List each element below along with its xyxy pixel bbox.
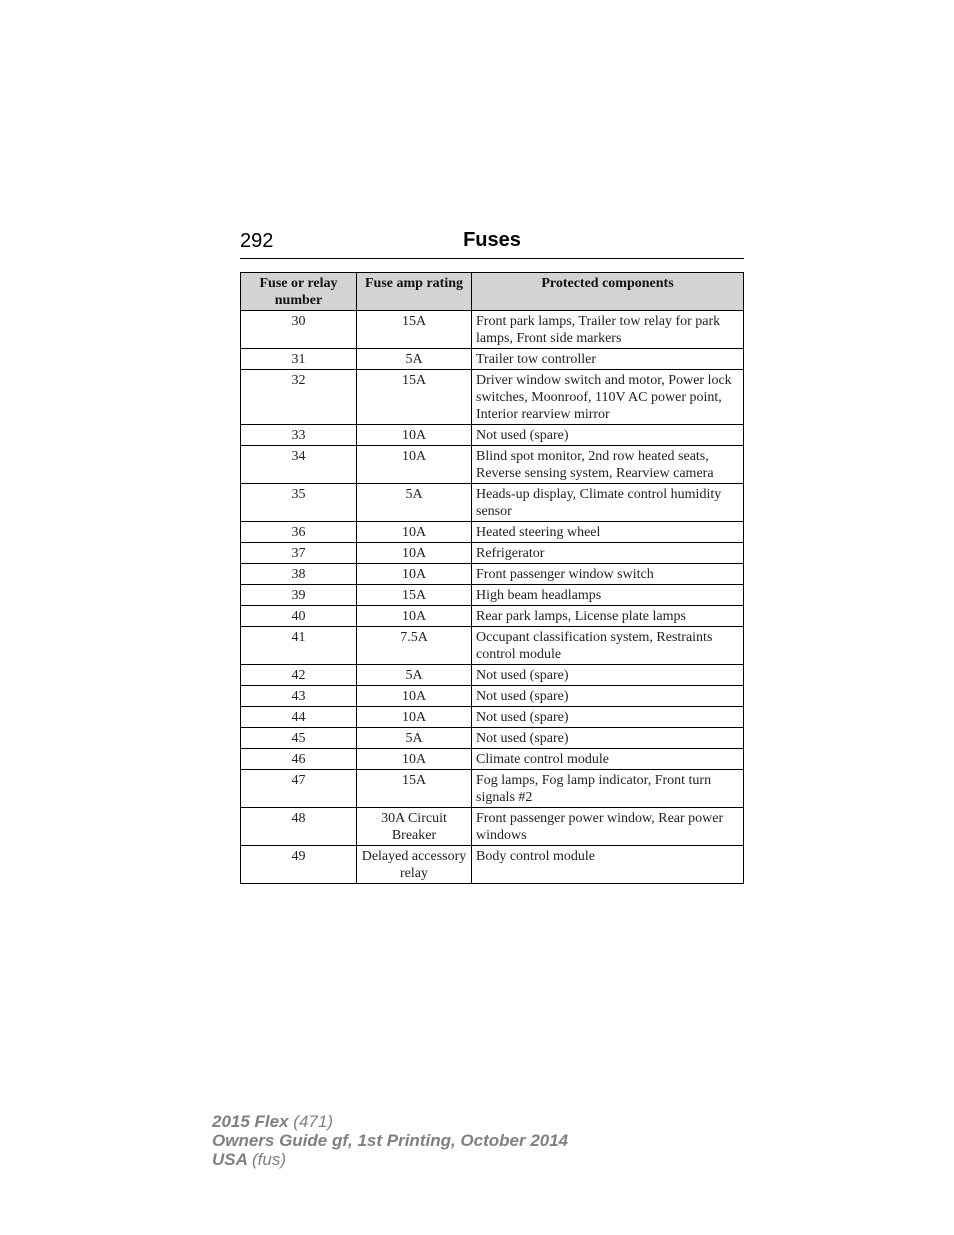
protected-components-cell: Not used (spare): [472, 665, 744, 686]
table-row: [241, 564, 744, 585]
footer-market-line: [212, 1150, 568, 1169]
footer-model-code: (471): [293, 1112, 333, 1131]
protected-components-cell: Refrigerator: [472, 543, 744, 564]
protected-components-cell: Driver window switch and motor, Power lock switches, Moonroof, 110V AC power point, Interior rearview mirror: [472, 370, 744, 425]
fuse-number-cell: 32: [241, 370, 357, 425]
fuse-number-cell: 42: [241, 665, 357, 686]
page-header: [240, 228, 744, 259]
fuse-number-cell: 45: [241, 728, 357, 749]
protected-components-cell: Front passenger window switch: [472, 564, 744, 585]
protected-components-cell: Climate control module: [472, 749, 744, 770]
protected-components-cell: Not used (spare): [472, 425, 744, 446]
protected-components-cell: Front passenger power window, Rear power windows: [472, 808, 744, 846]
table-row: [241, 686, 744, 707]
table-row: [241, 370, 744, 425]
fuse-number-cell: 37: [241, 543, 357, 564]
fuse-number-cell: 31: [241, 349, 357, 370]
fuse-number-cell: 38: [241, 564, 357, 585]
fuse-number-cell: 39: [241, 585, 357, 606]
amp-rating-cell: 10A: [357, 543, 472, 564]
amp-rating-cell: 5A: [357, 484, 472, 522]
amp-rating-cell: 10A: [357, 564, 472, 585]
protected-components-cell: Trailer tow controller: [472, 349, 744, 370]
fuse-number-cell: 30: [241, 311, 357, 349]
page-footer: [212, 1112, 568, 1169]
footer-market-code: (fus): [252, 1150, 286, 1169]
table-row: [241, 627, 744, 665]
table-row: [241, 770, 744, 808]
amp-rating-cell: 15A: [357, 311, 472, 349]
table-row: [241, 446, 744, 484]
table-row: [241, 425, 744, 446]
protected-components-cell: High beam headlamps: [472, 585, 744, 606]
amp-rating-cell: 7.5A: [357, 627, 472, 665]
protected-components-cell: Fog lamps, Fog lamp indicator, Front turn signals #2: [472, 770, 744, 808]
fuse-number-cell: 49: [241, 846, 357, 884]
amp-rating-cell: 30A Circuit Breaker: [357, 808, 472, 846]
table-row: [241, 728, 744, 749]
amp-rating-cell: 5A: [357, 728, 472, 749]
amp-rating-cell: 10A: [357, 606, 472, 627]
column-header-protected-components: Protected components: [472, 273, 744, 311]
protected-components-cell: Not used (spare): [472, 686, 744, 707]
column-header-fuse-number: Fuse or relay number: [241, 273, 357, 311]
column-header-amp-rating: Fuse amp rating: [357, 273, 472, 311]
table-row: [241, 707, 744, 728]
table-row: [241, 543, 744, 564]
fuse-number-cell: 47: [241, 770, 357, 808]
footer-model-line: [212, 1112, 568, 1131]
table-row: [241, 846, 744, 884]
protected-components-cell: Body control module: [472, 846, 744, 884]
amp-rating-cell: 15A: [357, 770, 472, 808]
protected-components-cell: Blind spot monitor, 2nd row heated seats, Reverse sensing system, Rearview camera: [472, 446, 744, 484]
fuse-number-cell: 48: [241, 808, 357, 846]
amp-rating-cell: 10A: [357, 707, 472, 728]
protected-components-cell: Occupant classification system, Restraints control module: [472, 627, 744, 665]
protected-components-cell: Heated steering wheel: [472, 522, 744, 543]
table-row: [241, 349, 744, 370]
fuse-number-cell: 34: [241, 446, 357, 484]
fuse-number-cell: 36: [241, 522, 357, 543]
table-row: [241, 749, 744, 770]
section-title: Fuses: [463, 229, 521, 251]
amp-rating-cell: 5A: [357, 349, 472, 370]
amp-rating-cell: 15A: [357, 370, 472, 425]
fuse-number-cell: 43: [241, 686, 357, 707]
footer-guide: Owners Guide gf, 1st Printing, October 2014: [212, 1131, 569, 1150]
fuse-number-cell: 46: [241, 749, 357, 770]
fuse-number-cell: 35: [241, 484, 357, 522]
table-row: [241, 665, 744, 686]
table-row: [241, 311, 744, 349]
amp-rating-cell: 10A: [357, 686, 472, 707]
amp-rating-cell: 10A: [357, 446, 472, 484]
table-row: [241, 808, 744, 846]
protected-components-cell: Rear park lamps, License plate lamps: [472, 606, 744, 627]
table-header-row: [241, 273, 744, 311]
table-row: [241, 522, 744, 543]
protected-components-cell: Not used (spare): [472, 707, 744, 728]
amp-rating-cell: 10A: [357, 749, 472, 770]
protected-components-cell: Not used (spare): [472, 728, 744, 749]
amp-rating-cell: 15A: [357, 585, 472, 606]
table-body: [241, 311, 744, 884]
table-row: [241, 585, 744, 606]
amp-rating-cell: 5A: [357, 665, 472, 686]
amp-rating-cell: 10A: [357, 425, 472, 446]
protected-components-cell: Heads-up display, Climate control humidity sensor: [472, 484, 744, 522]
table-row: [241, 606, 744, 627]
footer-model: 2015 Flex: [212, 1112, 289, 1131]
fuse-number-cell: 33: [241, 425, 357, 446]
fuse-number-cell: 41: [241, 627, 357, 665]
fuse-number-cell: 44: [241, 707, 357, 728]
page-number: 292: [240, 230, 274, 252]
amp-rating-cell: 10A: [357, 522, 472, 543]
amp-rating-cell: Delayed accessory relay: [357, 846, 472, 884]
fuse-number-cell: 40: [241, 606, 357, 627]
footer-market: USA: [212, 1150, 248, 1169]
table-row: [241, 484, 744, 522]
protected-components-cell: Front park lamps, Trailer tow relay for park lamps, Front side markers: [472, 311, 744, 349]
fuse-table: [240, 272, 744, 884]
